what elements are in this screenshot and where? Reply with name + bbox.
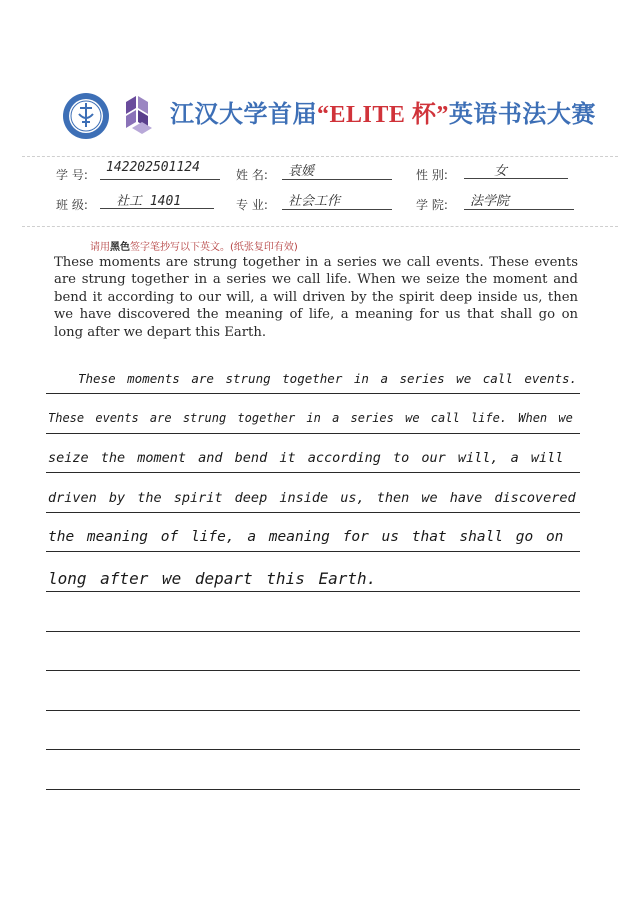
student-id-label: 学 号: <box>56 168 88 182</box>
handwritten-line: These events are strung together in a series we call life. When we <box>48 411 573 425</box>
handwritten-line: the meaning of life, a meaning for us that shall go on <box>48 529 564 545</box>
instruction-text <box>90 238 298 253</box>
student-id-value: 142202501124 <box>100 160 220 180</box>
handwritten-line: long after we depart this Earth. <box>48 569 377 588</box>
divider <box>22 156 618 157</box>
handwritten-line: seize the moment and bend it according to our will, a will <box>48 450 564 466</box>
gender-label: 性 别: <box>416 168 448 182</box>
instruction-suffix: 签字笔抄写以下英文。(纸张复印有效) <box>130 242 298 253</box>
writing-line <box>46 631 580 632</box>
instruction-emphasis: 黑色 <box>110 242 130 253</box>
handwritten-line: These moments are strung together in a series we call events. <box>78 371 578 386</box>
writing-line <box>46 472 580 473</box>
header <box>62 86 602 146</box>
major-value: 社会工作 <box>282 190 392 210</box>
title-prefix: 江汉大学首届 <box>170 100 317 128</box>
writing-line <box>46 512 580 513</box>
name-value: 袁媛 <box>282 160 392 180</box>
divider <box>22 226 618 227</box>
elite-cube-logo <box>122 94 158 138</box>
major-label: 专 业: <box>236 198 268 212</box>
writing-line <box>46 591 580 592</box>
gender-value: 女 <box>464 160 568 179</box>
source-passage: These moments are strung together in a series we call events. These events are strung together in a series we call life. When we seize the moment and bend it according to our will, a will driven by the spirit deep inside us, then we have discovered the meaning of life, a meaning for us that shall go on long after we depart this Earth. <box>54 255 578 340</box>
writing-line <box>46 433 580 434</box>
writing-line <box>46 551 580 552</box>
writing-line <box>46 670 580 671</box>
writing-line <box>46 749 580 750</box>
college-value: 法学院 <box>464 190 574 210</box>
class-label: 班 级: <box>56 198 88 212</box>
writing-line <box>46 393 580 394</box>
college-label: 学 院: <box>416 198 448 212</box>
writing-line <box>46 710 580 711</box>
university-seal-logo <box>62 92 110 140</box>
writing-line <box>46 789 580 790</box>
class-value: 社工 1401 <box>100 190 214 209</box>
title-suffix: 英语书法大赛 <box>448 100 596 128</box>
page-title <box>170 94 596 129</box>
name-label: 姓 名: <box>236 168 268 182</box>
handwritten-line: driven by the spirit deep inside us, then we have discovered <box>48 490 576 506</box>
instruction-prefix: 请用 <box>90 242 110 253</box>
title-accent: “ELITE 杯” <box>317 102 449 128</box>
